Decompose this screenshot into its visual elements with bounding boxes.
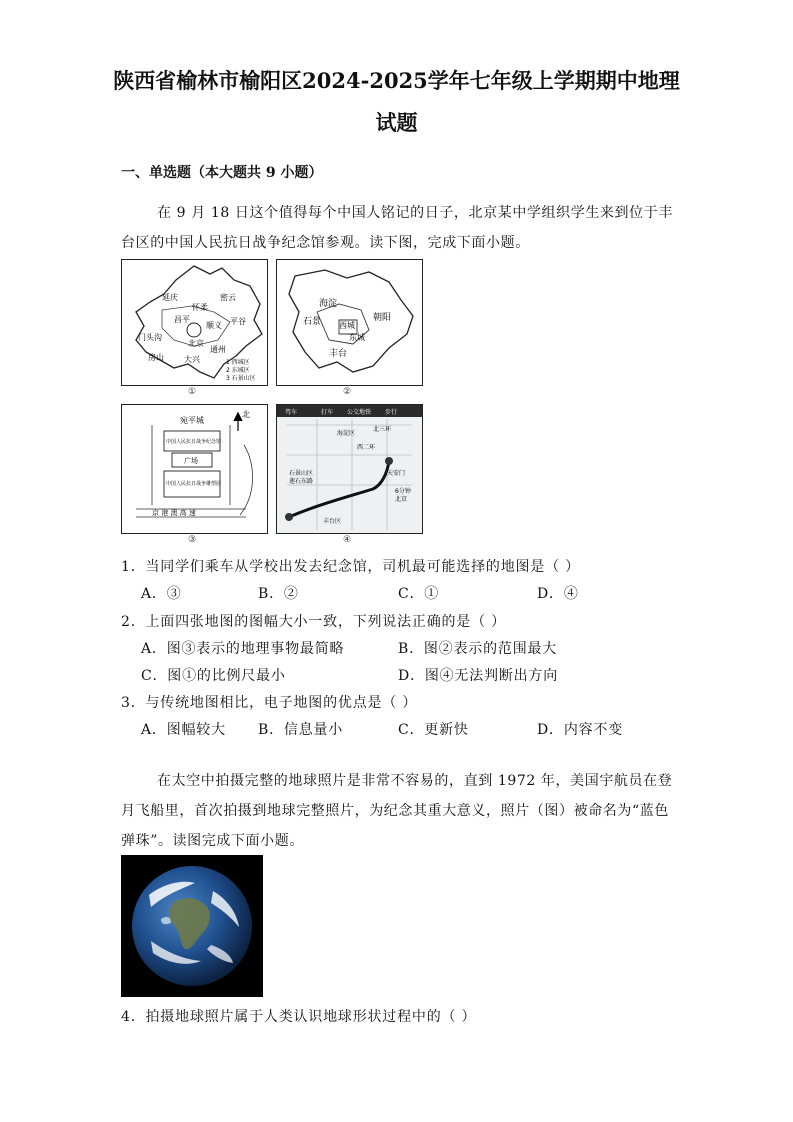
map1-label-9: 房山 [148, 353, 164, 362]
question-2-option-b[interactable]: B．图②表示的范围最大 [398, 641, 558, 657]
intro-paragraph-1 [121, 198, 676, 258]
map4-label-5: 丰台区 [323, 518, 342, 525]
map4-label-2: 西二环 [357, 444, 376, 451]
map3-label-0: 宛平城 [180, 416, 204, 425]
map-4-graphic [277, 405, 422, 533]
map3-label-4: 京 港 澳 高 速 [152, 509, 196, 517]
blue-marble-earth-image [121, 855, 263, 997]
question-2-option-c[interactable]: C．图①的比例尺最小 [141, 668, 286, 684]
map4-tab-0: 驾车 [285, 409, 298, 416]
map2-label-1: 朝阳 [373, 313, 392, 323]
map-3-caption: ③ [188, 535, 197, 545]
question-2-option-a[interactable]: A．图③表示的地理事物最简略 [141, 641, 345, 657]
question-4-stem: 4．拍摄地球照片属于人类认识地球形状过程中的（ ） [121, 1009, 477, 1025]
map4-label-8: 6分钟 [395, 488, 411, 495]
map1-label-0: 延庆 [162, 293, 178, 302]
map4-label-4: 莲石东路 [289, 478, 314, 485]
map1-label-2: 密云 [220, 293, 236, 302]
question-2-option-d[interactable]: D．图④无法判断出方向 [398, 668, 559, 684]
map1-legend-1: 2 东城区 [226, 367, 250, 374]
question-3-stem: 3．与传统地图相比，电子地图的优点是（ ） [121, 695, 418, 711]
map4-label-3: 石景山区 [289, 470, 314, 477]
map-2-central-districts [276, 259, 423, 386]
map4-tab-1: 打车 [321, 409, 334, 416]
map1-label-6: 门头沟 [138, 333, 162, 342]
intro-text-1: 在 9 月 18 日这个值得每个中国人铭记的日子，北京某中学组织学生来到位于丰台区的中国人民抗日战争纪念馆参观。读下图，完成下面小题。 [121, 205, 673, 251]
map-1-graphic [122, 260, 267, 385]
map4-label-0: 海淀区 [337, 430, 356, 437]
map-2-caption: ② [343, 387, 352, 397]
question-1-stem: 1．当同学们乘车从学校出发去纪念馆，司机最可能选择的地图是（ ） [121, 559, 580, 575]
section-heading: 一、单选题（本大题共 9 小题） [121, 165, 323, 181]
map2-label-5: 丰台 [329, 349, 348, 359]
map3-label-3: 中国人民抗日战争雕塑园 [166, 481, 222, 487]
map-3-graphic [122, 405, 267, 533]
map-4-caption: ④ [343, 535, 352, 545]
map2-label-3: 西城 [339, 321, 355, 330]
map-2-graphic [277, 260, 422, 385]
map1-label-5: 平谷 [230, 317, 246, 326]
map1-legend-0: 1 西城区 [226, 359, 250, 366]
map2-label-2: 石景 [303, 317, 322, 327]
map2-label-4: 东城 [349, 333, 365, 342]
question-3-option-b[interactable]: B．信息量小 [258, 722, 344, 738]
map2-label-0: 海淀 [319, 299, 338, 309]
map1-label-3: 昌平 [174, 315, 190, 324]
map-3-memorial-street [121, 404, 268, 534]
map4-label-7: 北京 [395, 496, 408, 503]
map4-tab-3: 步行 [385, 409, 398, 416]
map1-label-1: 怀柔 [192, 303, 208, 312]
intro-paragraph-2 [121, 766, 676, 856]
intro-text-2: 在太空中拍摄完整的地球照片是非常不容易的，直到 1972 年，美国宇航员在登月飞船里，首次拍摄到地球完整照片，为纪念其重大意义，照片（图）被命名为“蓝色弹珠”。读图完成下面小题。 [121, 773, 673, 849]
paper-title-line1: 陕西省榆林市榆阳区2024-2025学年七年级上学期期中地理 [113, 68, 680, 93]
map1-label-4: 顺义 [206, 321, 222, 330]
question-1-option-d[interactable]: D．④ [537, 586, 579, 602]
question-3-option-d[interactable]: D．内容不变 [537, 722, 624, 738]
question-1-option-b[interactable]: B．② [258, 586, 299, 602]
question-2-stem: 2．上面四张地图的图幅大小一致，下列说法正确的是（ ） [121, 614, 506, 630]
map-4-electronic-map [276, 404, 423, 534]
question-1-option-a[interactable]: A．③ [141, 586, 182, 602]
paper-title-line2: 试题 [375, 110, 418, 135]
map3-label-1: 中国人民抗日战争纪念馆 [166, 439, 222, 445]
map4-label-6: 天安门 [387, 470, 406, 477]
map3-label-2: 广场 [184, 457, 198, 465]
map1-label-8: 通州 [210, 345, 226, 354]
map-1-caption: ① [188, 387, 197, 397]
map1-label-7: 北京 [188, 339, 204, 348]
question-3-option-a[interactable]: A．图幅较大 [141, 722, 226, 738]
earth-graphic [121, 855, 263, 997]
map-1-beijing-districts [121, 259, 268, 386]
question-1-option-c[interactable]: C．① [398, 586, 440, 602]
map1-legend-2: 3 石景山区 [226, 375, 256, 382]
map1-label-10: 大兴 [184, 355, 200, 364]
question-3-option-c[interactable]: C．更新快 [398, 722, 469, 738]
map3-north-label: 北 [242, 410, 250, 419]
map4-label-1: 北三环 [373, 426, 392, 433]
map4-tab-2: 公交地铁 [347, 409, 372, 416]
